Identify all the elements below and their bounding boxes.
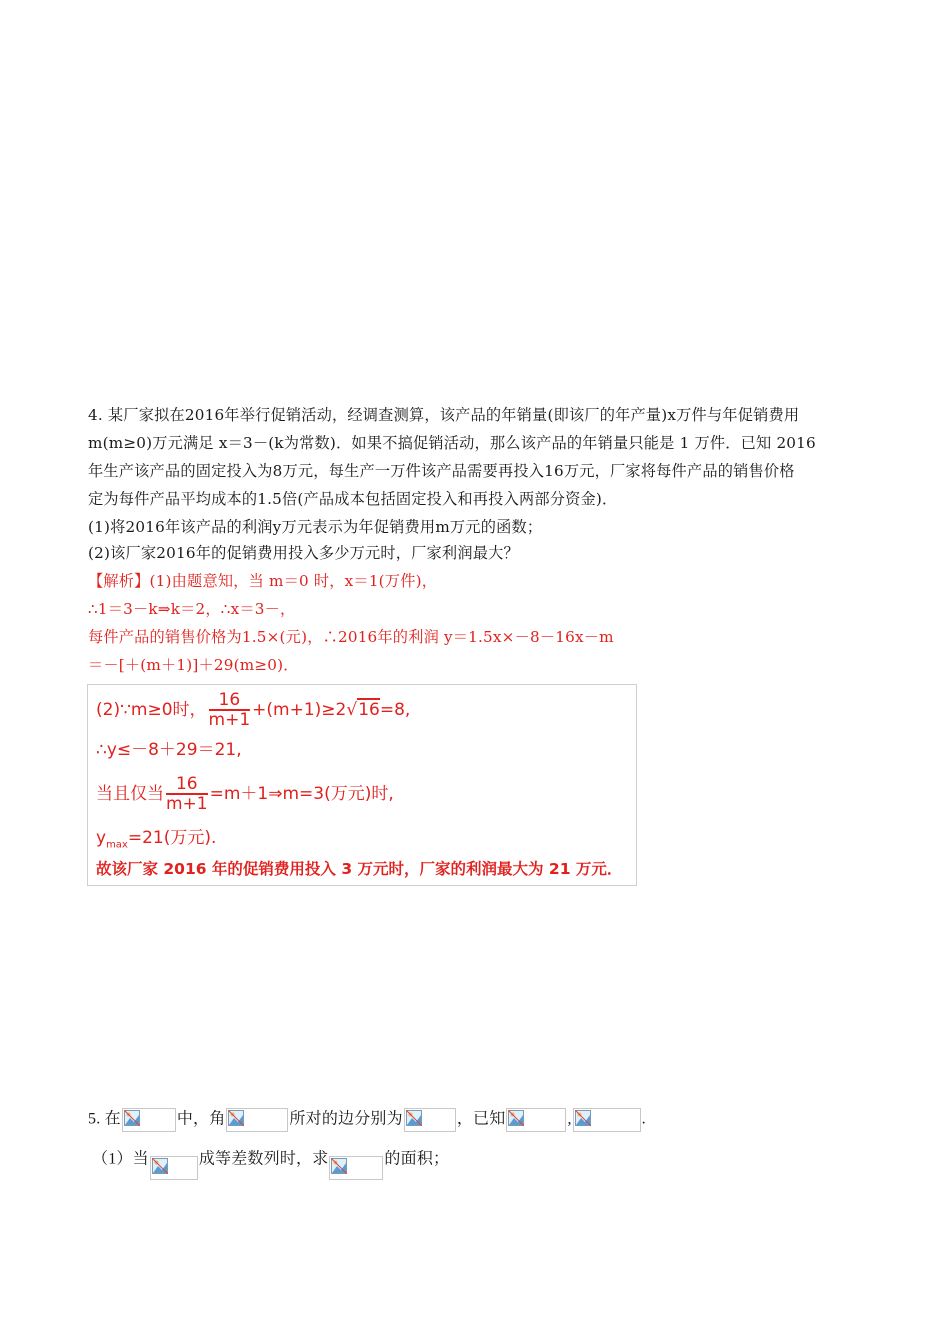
fraction-numerator: 16 xyxy=(209,691,251,711)
solution-image-line-2: ∴y≤－8＋29＝21, xyxy=(96,740,242,760)
line1-pre: (2)∵m≥0时， xyxy=(96,700,207,720)
problem-5-line-1 xyxy=(88,1108,646,1132)
fraction-2 xyxy=(166,775,208,813)
solution-image-line-1 xyxy=(96,691,410,729)
solution-line-2: ∴1＝3－k⇒k＝2，∴x＝3－， xyxy=(88,600,296,618)
ymax-sub: max xyxy=(106,839,128,851)
solution-line-3: 每件产品的销售价格为1.5×(元)，∴2016年的利润 y＝1.5x×－8－16x－m xyxy=(88,628,614,646)
problem-4-line-3: 年生产该产品的固定投入为8万元，每生产一万件该产品需要再投入16万元，厂家将每件产品的销售价格 xyxy=(88,462,795,480)
formula-image-placeholder xyxy=(506,1108,566,1132)
line4-post: =21(万元). xyxy=(127,828,217,848)
formula-image-placeholder xyxy=(226,1108,288,1132)
solution-image-line-4 xyxy=(96,827,216,856)
p5-text-1: 5. 在 xyxy=(88,1110,121,1128)
fraction-2-denominator: m+1 xyxy=(166,794,208,814)
problem-5-part-1 xyxy=(92,1148,449,1172)
broken-image-icon xyxy=(508,1110,524,1126)
problem-4-part-1: (1)将2016年该产品的利润y万元表示为年促销费用m万元的函数； xyxy=(88,518,543,536)
broken-image-icon xyxy=(575,1110,591,1126)
solution-image-line-3 xyxy=(96,775,394,813)
problem-4-line-1: 4. 某厂家拟在2016年举行促销活动，经调查测算，该产品的年销量(即该厂的年产量)x万件与年促销费用 xyxy=(88,406,800,424)
p5-text-5: , xyxy=(567,1110,572,1128)
p5-sub1-pre: （1）当 xyxy=(92,1150,149,1168)
solution-conclusion: 故该厂家 2016 年的促销费用投入 3 万元时，厂家的利润最大为 21 万元． xyxy=(96,860,623,878)
p5-text-2: 中，角 xyxy=(176,1110,226,1128)
broken-image-icon xyxy=(152,1158,168,1174)
p5-text-6: . xyxy=(641,1110,646,1128)
line1-post: +(m+1)≥2 xyxy=(252,700,347,720)
broken-image-icon xyxy=(124,1110,140,1126)
p5-sub1-post: 的面积； xyxy=(384,1150,450,1168)
broken-image-icon xyxy=(228,1110,244,1126)
sqrt-symbol: √ xyxy=(346,700,358,720)
fraction-denominator: m+1 xyxy=(208,710,251,730)
line1-end: =8, xyxy=(379,700,411,720)
formula-image-placeholder xyxy=(404,1108,456,1132)
broken-image-icon xyxy=(406,1110,422,1126)
solution-line-1: 【解析】(1)由题意知，当 m＝0 时，x＝1(万件)， xyxy=(88,572,438,590)
sqrt-argument: 16 xyxy=(358,700,380,720)
solution-image-box xyxy=(87,684,637,886)
formula-image-placeholder xyxy=(122,1108,176,1132)
p5-sub1-mid: 成等差数列时，求 xyxy=(198,1150,329,1168)
formula-image-placeholder xyxy=(573,1108,641,1132)
solution-line-4: ＝－[＋(m＋1)]＋29(m≥0)． xyxy=(88,656,299,674)
line3-pre: 当且仅当 xyxy=(96,784,164,804)
problem-4-line-2: m(m≥0)万元满足 x＝3－(k为常数)．如果不搞促销活动，那么该产品的年销量只能是 1 万件．已知 2016 xyxy=(88,434,816,452)
formula-image-placeholder xyxy=(329,1156,383,1180)
fraction-2-numerator: 16 xyxy=(166,775,208,795)
p5-text-4: ，已知 xyxy=(456,1110,506,1128)
problem-4-line-4: 定为每件产品平均成本的1.5倍(产品成本包括固定投入和再投入两部分资金)． xyxy=(88,490,618,508)
ymax-y: y xyxy=(96,828,107,848)
p5-text-3: 所对的边分别为 xyxy=(289,1110,403,1128)
problem-4-part-2: (2)该厂家2016年的促销费用投入多少万元时，厂家利润最大？ xyxy=(88,544,519,562)
fraction xyxy=(209,691,251,729)
broken-image-icon xyxy=(331,1158,347,1174)
line3-post: =m＋1⇒m=3(万元)时, xyxy=(209,784,394,804)
formula-image-placeholder xyxy=(150,1156,198,1180)
